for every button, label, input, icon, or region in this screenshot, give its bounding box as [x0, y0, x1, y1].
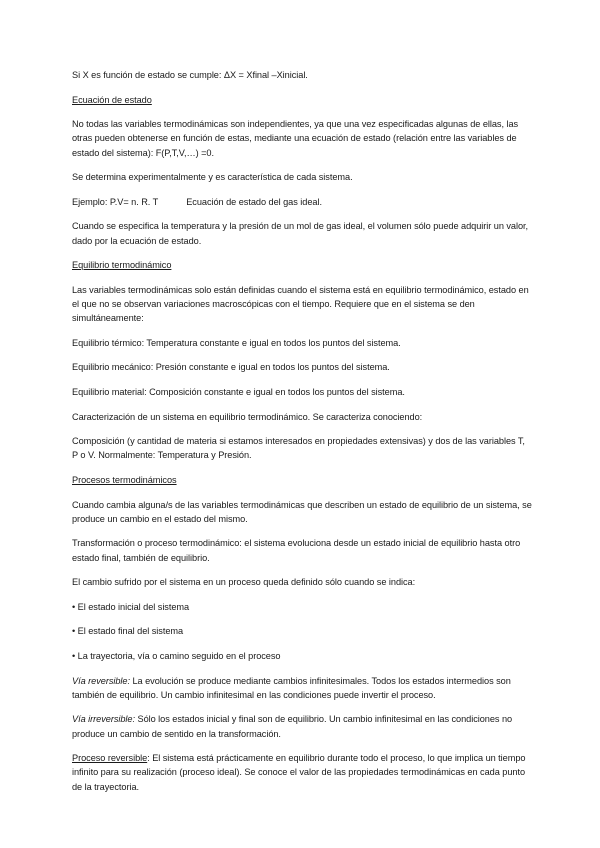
- reversible-process-text: : El sistema está prácticamente en equilibrio durante todo el proceso, lo que implica un tiempo infinito para su realización (proceso ideal). Se conoce el valor de las propiedades termodinámicas en cada punto de la trayectoria.: [72, 753, 526, 792]
- bullet-initial-state: • El estado inicial del sistema: [72, 601, 190, 612]
- reversible-process-term: Proceso reversible: [72, 753, 148, 764]
- material-equilibrium-paragraph: Equilibrio material: Composición constante e igual en todos los puntos del sistema.: [72, 386, 405, 397]
- reversible-path-term: Vía reversible:: [72, 675, 130, 686]
- section-heading-equilibrium: Equilibrio termodinámico: [72, 260, 172, 271]
- irreversible-path-text: Sólo los estados inicial y final son de equilibrio. Un cambio infinitesimal en las condiciones no produce un cambio de sentido en la transformación.: [72, 714, 513, 739]
- process-change-paragraph: Cuando cambia alguna/s de las variables termodinámicas que describen un estado de equilibrio de un sistema, se produce un cambio en el estado del mismo.: [72, 499, 532, 524]
- example-description: Ecuación de estado del gas ideal.: [186, 196, 322, 207]
- state-function-paragraph: Si X es función de estado se cumple: ΔX = Xfinal –Xinicial.: [72, 70, 308, 80]
- reversible-path-paragraph: [72, 674, 532, 702]
- document-body: [72, 68, 532, 804]
- reversible-path-text: La evolución se produce mediante cambios infinitesimales. Todos los estados intermedios son también de equilibrio. Un cambio infinitesimal en las condiciones puede invertir el proceso.: [72, 675, 511, 700]
- ideal-gas-paragraph: Cuando se especifica la temperatura y la presión de un mol de gas ideal, el volumen sólo puede adquirir un valor, dado por la ecuación de estado.: [72, 221, 529, 246]
- composition-paragraph: Composición (y cantidad de materia si estamos interesados en propiedades extensivas) y dos de las variables T, P o V. Normalmente: Temperatura y Presión.: [72, 436, 525, 461]
- section-heading-processes: Procesos termodinámicos: [72, 474, 177, 485]
- irreversible-path-term: Vía irreversible:: [72, 714, 135, 725]
- equilibrium-paragraph: Las variables termodinámicas solo están definidas cuando el sistema está en equilibrio termodinámico, estado en el que no se observan variaciones macroscópicas con el tiempo. Requiere que en el sistema se den simultáneamente:: [72, 284, 529, 324]
- mechanical-equilibrium-paragraph: Equilibrio mecánico: Presión constante e igual en todos los puntos del sistema.: [72, 362, 390, 373]
- characterization-paragraph: Caracterización de un sistema en equilibrio termodinámico. Se caracteriza conociendo:: [72, 411, 423, 422]
- thermal-equilibrium-paragraph: Equilibrio térmico: Temperatura constante e igual en todos los puntos del sistema.: [72, 337, 401, 348]
- transformation-paragraph: Transformación o proceso termodinámico: el sistema evoluciona desde un estado inicial de equilibrio hasta otro estado final, también de equilibrio.: [72, 538, 521, 563]
- irreversible-path-paragraph: [72, 712, 532, 740]
- bullet-final-state: • El estado final del sistema: [72, 626, 184, 637]
- process-definition-paragraph: El cambio sufrido por el sistema en un proceso queda definido sólo cuando se indica:: [72, 577, 416, 588]
- reversible-process-paragraph: [72, 751, 532, 794]
- experimental-paragraph: Se determina experimentalmente y es característica de cada sistema.: [72, 172, 353, 183]
- example-paragraph: [72, 195, 532, 209]
- bullet-trajectory: • La trayectoria, vía o camino seguido en el proceso: [72, 650, 281, 661]
- section-heading-state-equation: Ecuación de estado: [72, 94, 152, 105]
- state-equation-paragraph: No todas las variables termodinámicas son independientes, ya que una vez especificadas algunas de ellas, las otras pueden obtenerse en función de estas, mediante una ecuación de estado (relación entre las variables de estado del sistema): F(P,T,V,…) =0.: [72, 119, 519, 158]
- example-formula: Ejemplo: P.V= n. R. T: [72, 196, 159, 207]
